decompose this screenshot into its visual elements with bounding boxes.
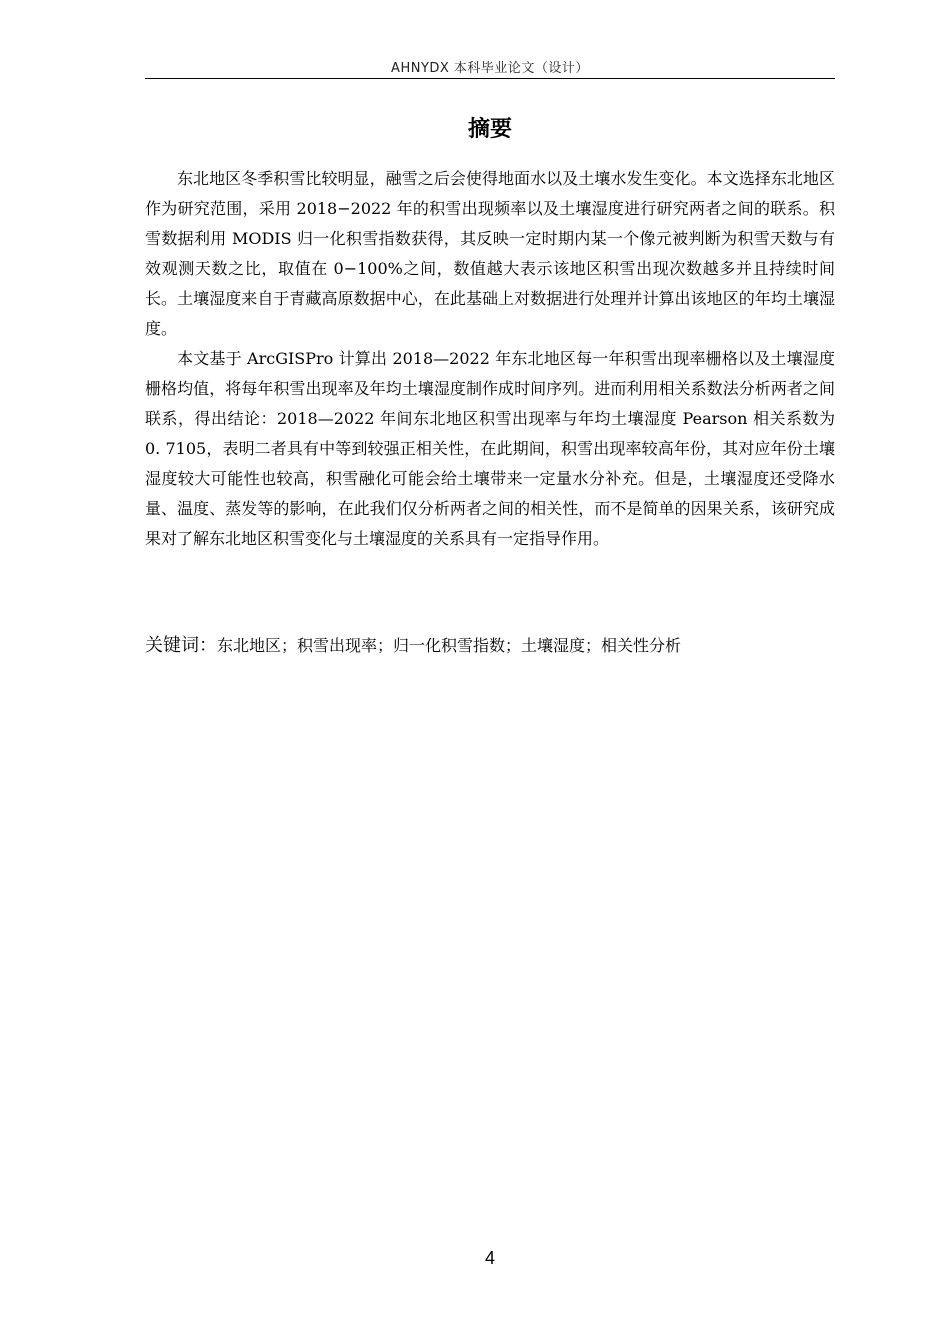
keywords-text: 东北地区；积雪出现率；归一化积雪指数；土壤湿度；相关性分析 [217,636,682,655]
abstract-paragraph-1: 东北地区冬季积雪比较明显，融雪之后会使得地面水以及土壤水发生变化。本文选择东北地区作为研究范围，采用 2018−2022 年的积雪出现频率以及土壤湿度进行研究两者之间的联系。积雪数据利用 MODIS 归一化积雪指数获得，其反映一定时期内某一个像元被判断为积雪天数与有效观测天数之比，取值在 0−100%之间，数值越大表示该地区积雪出现次数越多并且持续时间长。土壤湿度来自于青藏高原数据中心，在此基础上对数据进行处理并计算出该地区的年均土壤湿度。 [145,169,835,338]
keywords-line [145,631,835,662]
abstract-body [145,164,835,554]
header-rule [145,78,835,79]
abstract-paragraph-2: 本文基于 ArcGISPro 计算出 2018—2022 年东北地区每一年积雪出现率栅格以及土壤湿度栅格均值，将每年积雪出现率及年均土壤湿度制作成时间序列。进而利用相关系数法分析两者之间联系，得出结论：2018—2022 年间东北地区积雪出现率与年均土壤湿度 Pearson 相关系数为 0. 7105，表明二者具有中等到较强正相关性，在此期间，积雪出现率较高年份，其对应年份土壤湿度较大可能性也较高，积雪融化可能会给土壤带来一定量水分补充。但是，土壤湿度还受降水量、温度、蒸发等的影响，在此我们仅分析两者之间的相关性，而不是简单的因果关系，该研究成果对了解东北地区积雪变化与土壤湿度的关系具有一定指导作用。 [145,349,835,548]
keywords-label: 关键词： [145,635,217,656]
running-header: AHNYDX 本科毕业论文（设计） [391,61,589,76]
abstract-title: 摘要 [467,117,512,142]
page-number: 4 [484,1248,495,1268]
